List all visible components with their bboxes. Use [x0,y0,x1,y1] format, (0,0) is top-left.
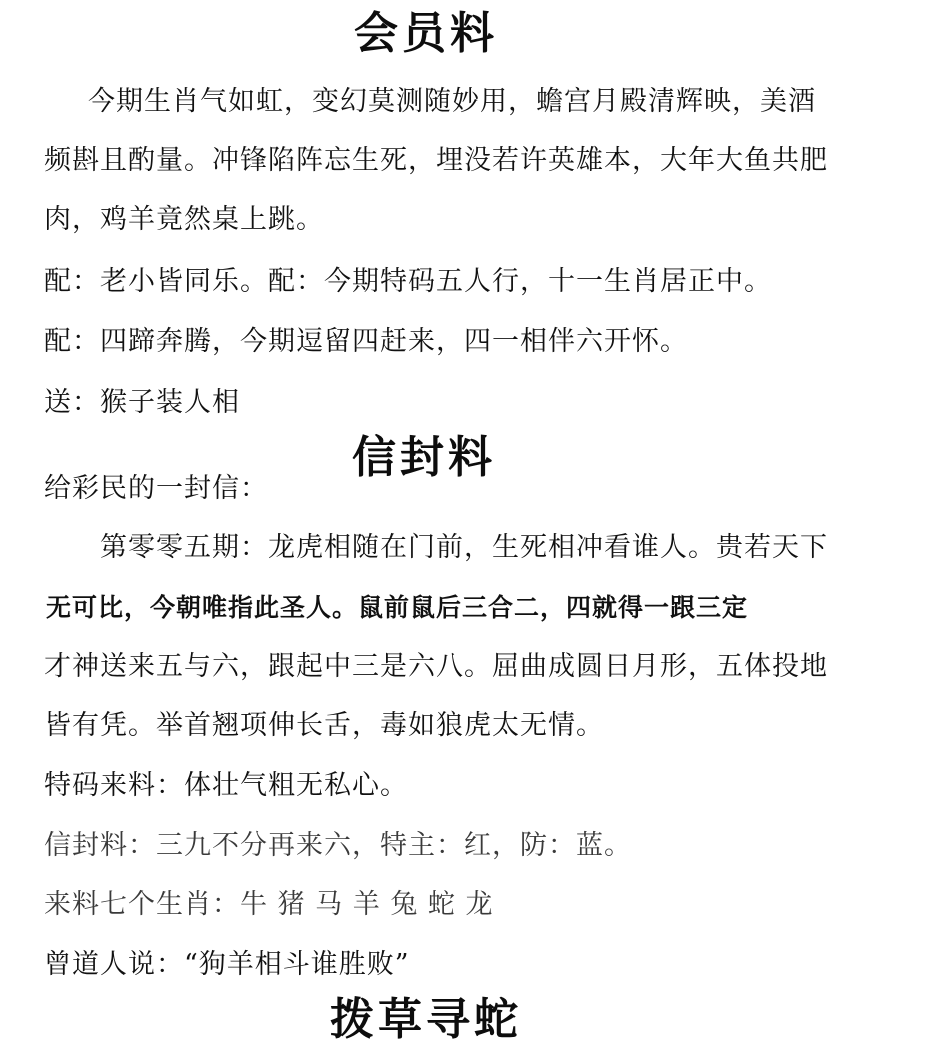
member-song-line: 送：猴子装人相 [44,387,240,418]
letter-body-line: 第零零五期：龙虎相随在门前，生死相冲看谁人。贵若天下 [100,532,828,563]
letter-body-line-bold: 无可比，今朝唯指此圣人。鼠前鼠后三合二，四就得一跟三定 [46,593,749,622]
letter-body-line: 才神送来五与六，跟起中三是六八。屈曲成圆日月形，五体投地 [44,651,828,682]
zodiac-line: 来料七个生肖：牛 猪 马 羊 兔 蛇 龙 [44,889,494,920]
section-title-member: 会员料 [354,8,498,59]
member-paragraph-line: 肉，鸡羊竟然桌上跳。 [44,204,324,235]
member-paragraph-line: 今期生肖气如虹，变幻莫测随妙用，蟾宫月殿清辉映，美酒 [88,86,816,117]
member-pei-line: 配：老小皆同乐。配：今期特码五人行，十一生肖居正中。 [44,266,772,297]
member-paragraph-line: 频斟且酌量。冲锋陷阵忘生死，埋没若许英雄本，大年大鱼共肥 [44,145,828,176]
letter-intro: 给彩民的一封信： [44,473,268,504]
member-pei-line: 配：四蹄奔腾，今期逗留四赶来，四一相伴六开怀。 [44,326,688,357]
letter-body-line: 皆有凭。举首翘项伸长舌，毒如狼虎太无情。 [44,710,604,741]
zengdao-quote-line: 曾道人说：“狗羊相斗谁胜败” [44,949,410,980]
tema-line: 特码来料：体壮气粗无私心。 [44,770,408,801]
section-title-snake: 拨草寻蛇 [330,994,522,1045]
section-title-letter: 信封料 [352,432,496,483]
envelope-line: 信封料：三九不分再来六，特主：红，防：蓝。 [44,830,632,861]
